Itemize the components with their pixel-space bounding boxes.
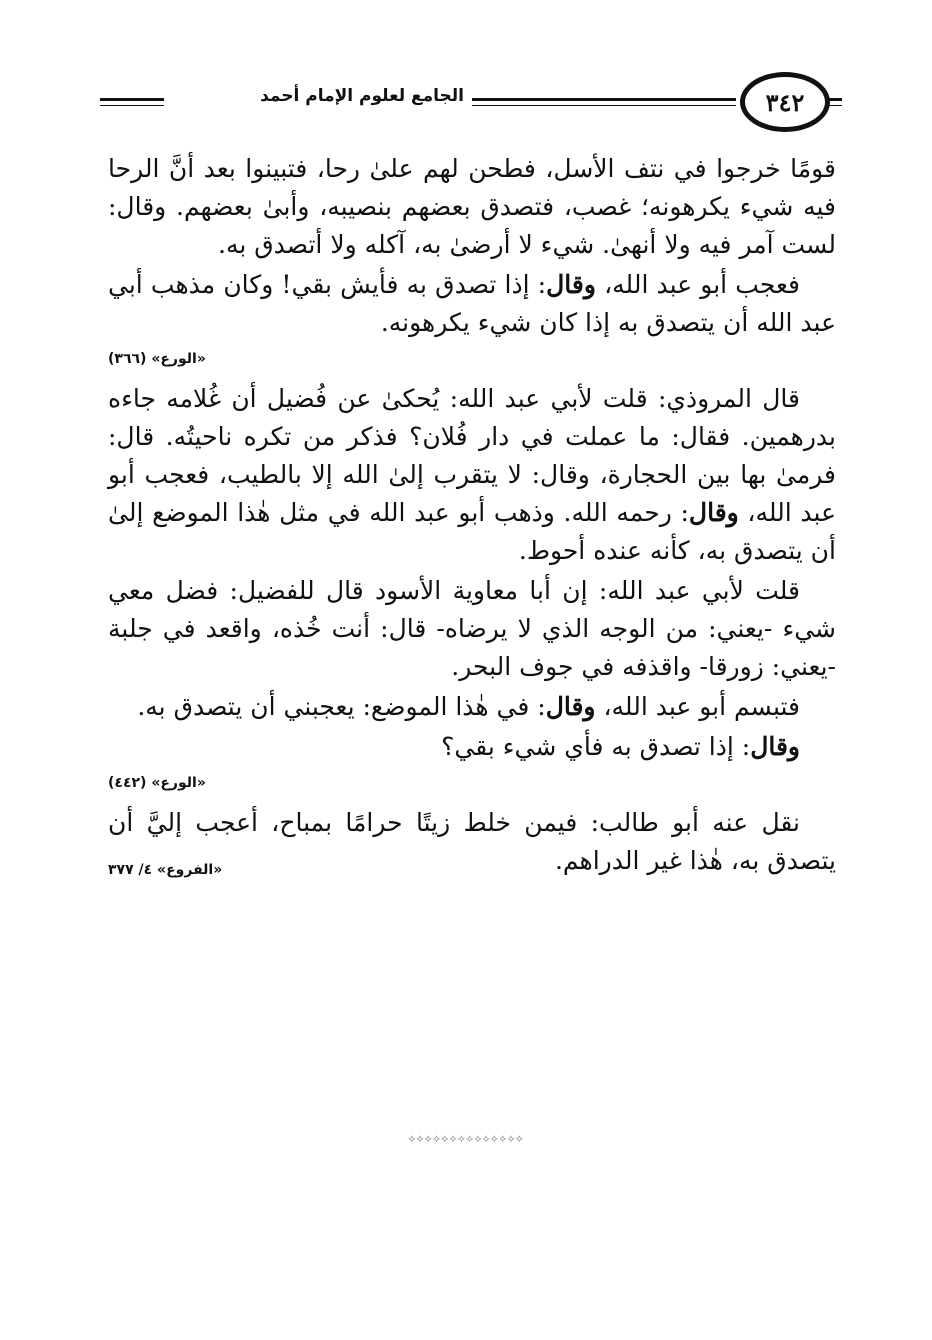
paragraph-3 — [108, 380, 836, 570]
page-body — [108, 150, 836, 880]
text-run: : في هٰذا الموضع: يعجبني أن يتصدق به. — [137, 692, 546, 721]
running-title: الجامع لعلوم الإمام أحمد — [260, 86, 464, 106]
final-paragraph-wrap — [108, 804, 836, 880]
paragraph-4: قلت لأبي عبد الله: إن أبا معاوية الأسود قال للفضيل: فضل معي شيء -يعني: من الوجه الذي لا يرضاه- قال: أنت خُذه، واقعد في جلبة -يعني: زورقا- واقذفه في جوف البحر. — [108, 576, 836, 681]
text-run: : إذا تصدق به فأي شيء بقي؟ — [441, 732, 751, 761]
paragraph-2 — [108, 266, 836, 342]
header-rule-middle — [472, 98, 736, 106]
text-run: : إذا تصدق به فأيش بقي! وكان مذهب أبي عبد الله أن يتصدق به إذا كان شيء يكرهونه. — [108, 270, 836, 337]
source-reference-1 — [108, 348, 836, 370]
header-rule-left — [100, 98, 164, 106]
page-number-badge: ٣٤٢ — [740, 72, 830, 132]
text-run: قال المروذي: قلت لأبي عبد الله: يُحكىٰ عن فُضيل أن غُلامه جاءه بدرهمين. فقال: ما عملت في دار فُلان؟ فذكر من تكره ناحيتُه. قال: فرمىٰ بها بين الحجارة، وقال: لا يتقرب إلىٰ الله إلا بالطيب، فعجب أبو عبد الله، — [108, 384, 836, 527]
text-run: فعجب أبو عبد الله، — [595, 270, 800, 299]
paragraph-6 — [108, 728, 836, 766]
text-run: : رحمه الله. وذهب أبو عبد الله في مثل هٰذا الموضع إلىٰ أن يتصدق به، كأنه عنده أحوط. — [108, 498, 836, 565]
end-ornament: ⟡⟡⟡⟡⟡⟡⟡⟡⟡⟡⟡⟡⟡⟡ — [408, 1132, 524, 1145]
paragraph-5 — [108, 688, 836, 726]
text-run: فتبسم أبو عبد الله، — [595, 692, 800, 721]
page-header — [100, 72, 842, 136]
source-reference-2 — [108, 772, 836, 794]
bold-keyword: وقال — [688, 498, 739, 527]
bold-keyword: وقال — [546, 270, 596, 299]
paragraph-1: قومًا خرجوا في نتف الأسل، فطحن لهم علىٰ رحا، فتبينوا بعد أنَّ الرحا فيه شيء يكرهونه؛ غصب، فتصدق بعضهم بنصيبه، وأبىٰ بعضهم. وقال: لست آمر فيه ولا أنهىٰ. شيء لا أرضىٰ به، آكله ولا أتصدق به. — [108, 154, 836, 259]
source-reference-3: «الفروع» ٤/ ٣٧٧ — [108, 862, 223, 878]
bold-keyword: وقال — [750, 732, 800, 761]
header-rule-right — [828, 98, 842, 106]
bold-keyword: وقال — [545, 692, 596, 721]
reference-text: «الورع» (٣٦٦) — [108, 351, 206, 367]
reference-text: «الورع» (٤٤٢) — [108, 775, 206, 791]
paragraph-7: نقل عنه أبو طالب: فيمن خلط زيتًا حرامًا بمباح، أعجب إليَّ أن يتصدق به، هٰذا غير الدراهم. — [108, 808, 836, 875]
